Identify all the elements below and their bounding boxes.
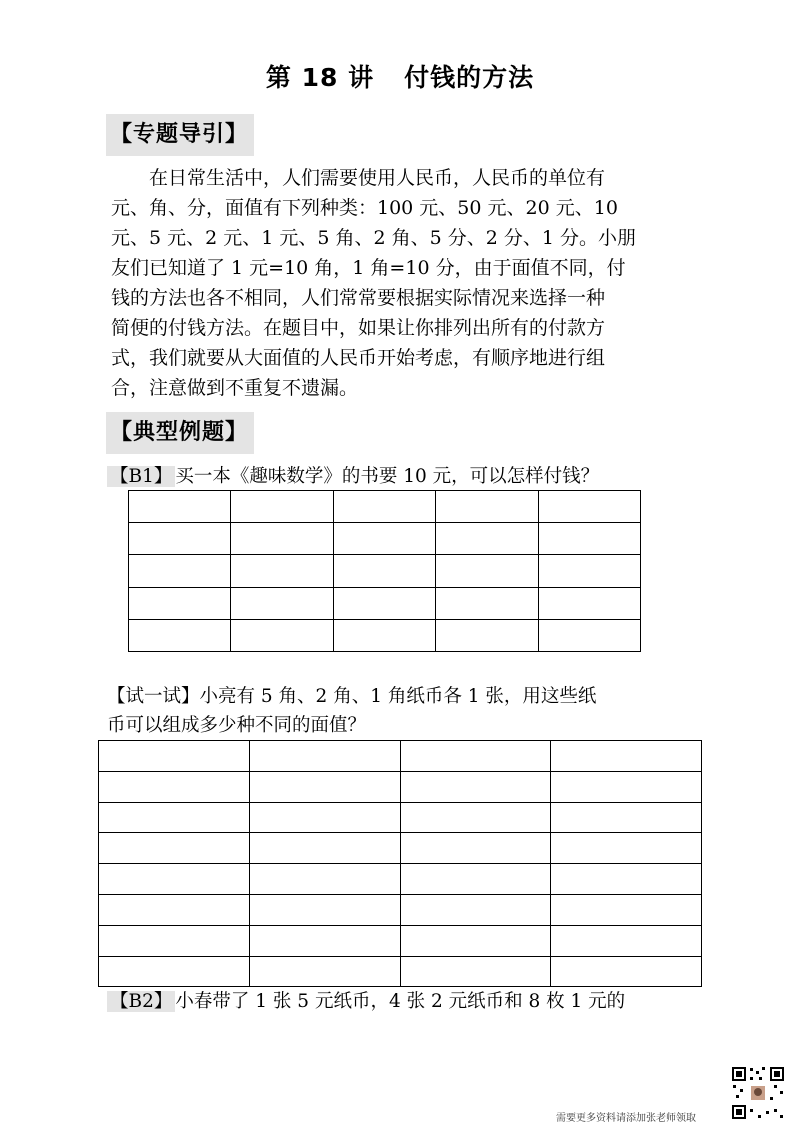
table-row [129,587,641,619]
table-cell [249,925,400,956]
table-cell [551,925,702,956]
table-cell [333,491,435,523]
question-text: 小春带了 1 张 5 元纸币，4 张 2 元纸币和 8 枚 1 元的 [175,991,626,1012]
intro-line: 在日常生活中，人们需要使用人民币，人民币的单位有 [111,167,606,189]
table-cell [551,956,702,987]
intro-line: 式，我们就要从大面值的人民币开始考虑，有顺序地进行组 [111,347,606,369]
table-cell [99,894,250,925]
table-cell [231,619,333,651]
table-cell [333,619,435,651]
table-cell [400,894,551,925]
table-cell [551,741,702,772]
question-tag: 【B1】 [107,466,175,487]
footer-note: 需要更多资料请添加张老师领取 [556,1113,696,1124]
table-cell [538,619,640,651]
table-cell [129,523,231,555]
table-cell [99,956,250,987]
table-cell [129,587,231,619]
table-cell [436,555,538,587]
intro-line: 友们已知道了 1 元=10 角，1 角=10 分，由于面值不同，付 [111,257,626,279]
table-cell [249,741,400,772]
intro-line: 简便的付钱方法。在题目中，如果让你排列出所有的付款方 [111,317,606,339]
intro-line: 元、角、分，面值有下列种类：100 元、50 元、20 元、10 [111,197,618,219]
table-cell [99,864,250,895]
table-cell [99,741,250,772]
table-row [129,555,641,587]
table-cell [231,587,333,619]
intro-line: 钱的方法也各不相同，人们常常要根据实际情况来选择一种 [111,287,606,309]
table-cell [249,864,400,895]
table-cell [538,587,640,619]
section-heading-guide: 【专题导引】 [106,114,254,156]
table-cell [99,925,250,956]
table-cell [436,523,538,555]
table-cell [333,523,435,555]
question-try-continued [107,712,366,740]
table-cell [436,491,538,523]
table-cell [400,771,551,802]
table-cell [538,491,640,523]
table-cell [551,864,702,895]
table-cell [99,802,250,833]
table-cell [231,523,333,555]
table-row [99,741,702,772]
question-b2 [107,988,625,1016]
table-cell [249,771,400,802]
table-row [99,956,702,987]
table-row [99,864,702,895]
table-cell [538,555,640,587]
table-row [99,894,702,925]
table-cell [231,555,333,587]
table-row [99,833,702,864]
table-cell [99,833,250,864]
table-cell [333,555,435,587]
table-row [99,802,702,833]
table-row [129,491,641,523]
table-cell [129,619,231,651]
table-cell [249,833,400,864]
table-cell [129,491,231,523]
table-cell [551,833,702,864]
question-text: 小亮有 5 角、2 角、1 角纸币各 1 张，用这些纸 [199,686,597,707]
intro-line: 合，注意做到不重复不遗漏。 [111,377,359,399]
table-row [129,619,641,651]
table-row [129,523,641,555]
intro-paragraph [111,163,695,403]
table-cell [400,833,551,864]
table-cell [333,587,435,619]
question-tag: 【试一试】 [107,686,200,707]
table-cell [231,491,333,523]
table-row [99,925,702,956]
lecture-title: 付钱的方法 [404,63,535,92]
table-cell [551,802,702,833]
table-cell [551,894,702,925]
table-cell [99,771,250,802]
qr-code-icon [730,1065,786,1121]
table-cell [436,587,538,619]
table-cell [129,555,231,587]
answer-table-try [98,740,702,987]
question-text: 币可以组成多少种不同的面值？ [107,715,367,736]
question-text: 买一本《趣味数学》的书要 10 元，可以怎样付钱？ [175,466,600,487]
table-cell [400,802,551,833]
question-tag: 【B2】 [107,991,175,1012]
lecture-number: 第 18 讲 [265,63,375,92]
question-b1 [107,463,599,491]
intro-line: 元、5 元、2 元、1 元、5 角、2 角、5 分、2 分、1 分。小朋 [111,227,637,249]
table-cell [249,802,400,833]
table-row [99,771,702,802]
section-heading-examples: 【典型例题】 [106,412,254,454]
table-cell [400,741,551,772]
table-cell [436,619,538,651]
table-cell [551,771,702,802]
answer-table-b1 [128,490,641,652]
question-try [107,683,596,711]
table-cell [538,523,640,555]
table-cell [400,864,551,895]
table-cell [249,894,400,925]
table-cell [249,956,400,987]
table-cell [400,925,551,956]
page-title [0,58,800,94]
table-cell [400,956,551,987]
